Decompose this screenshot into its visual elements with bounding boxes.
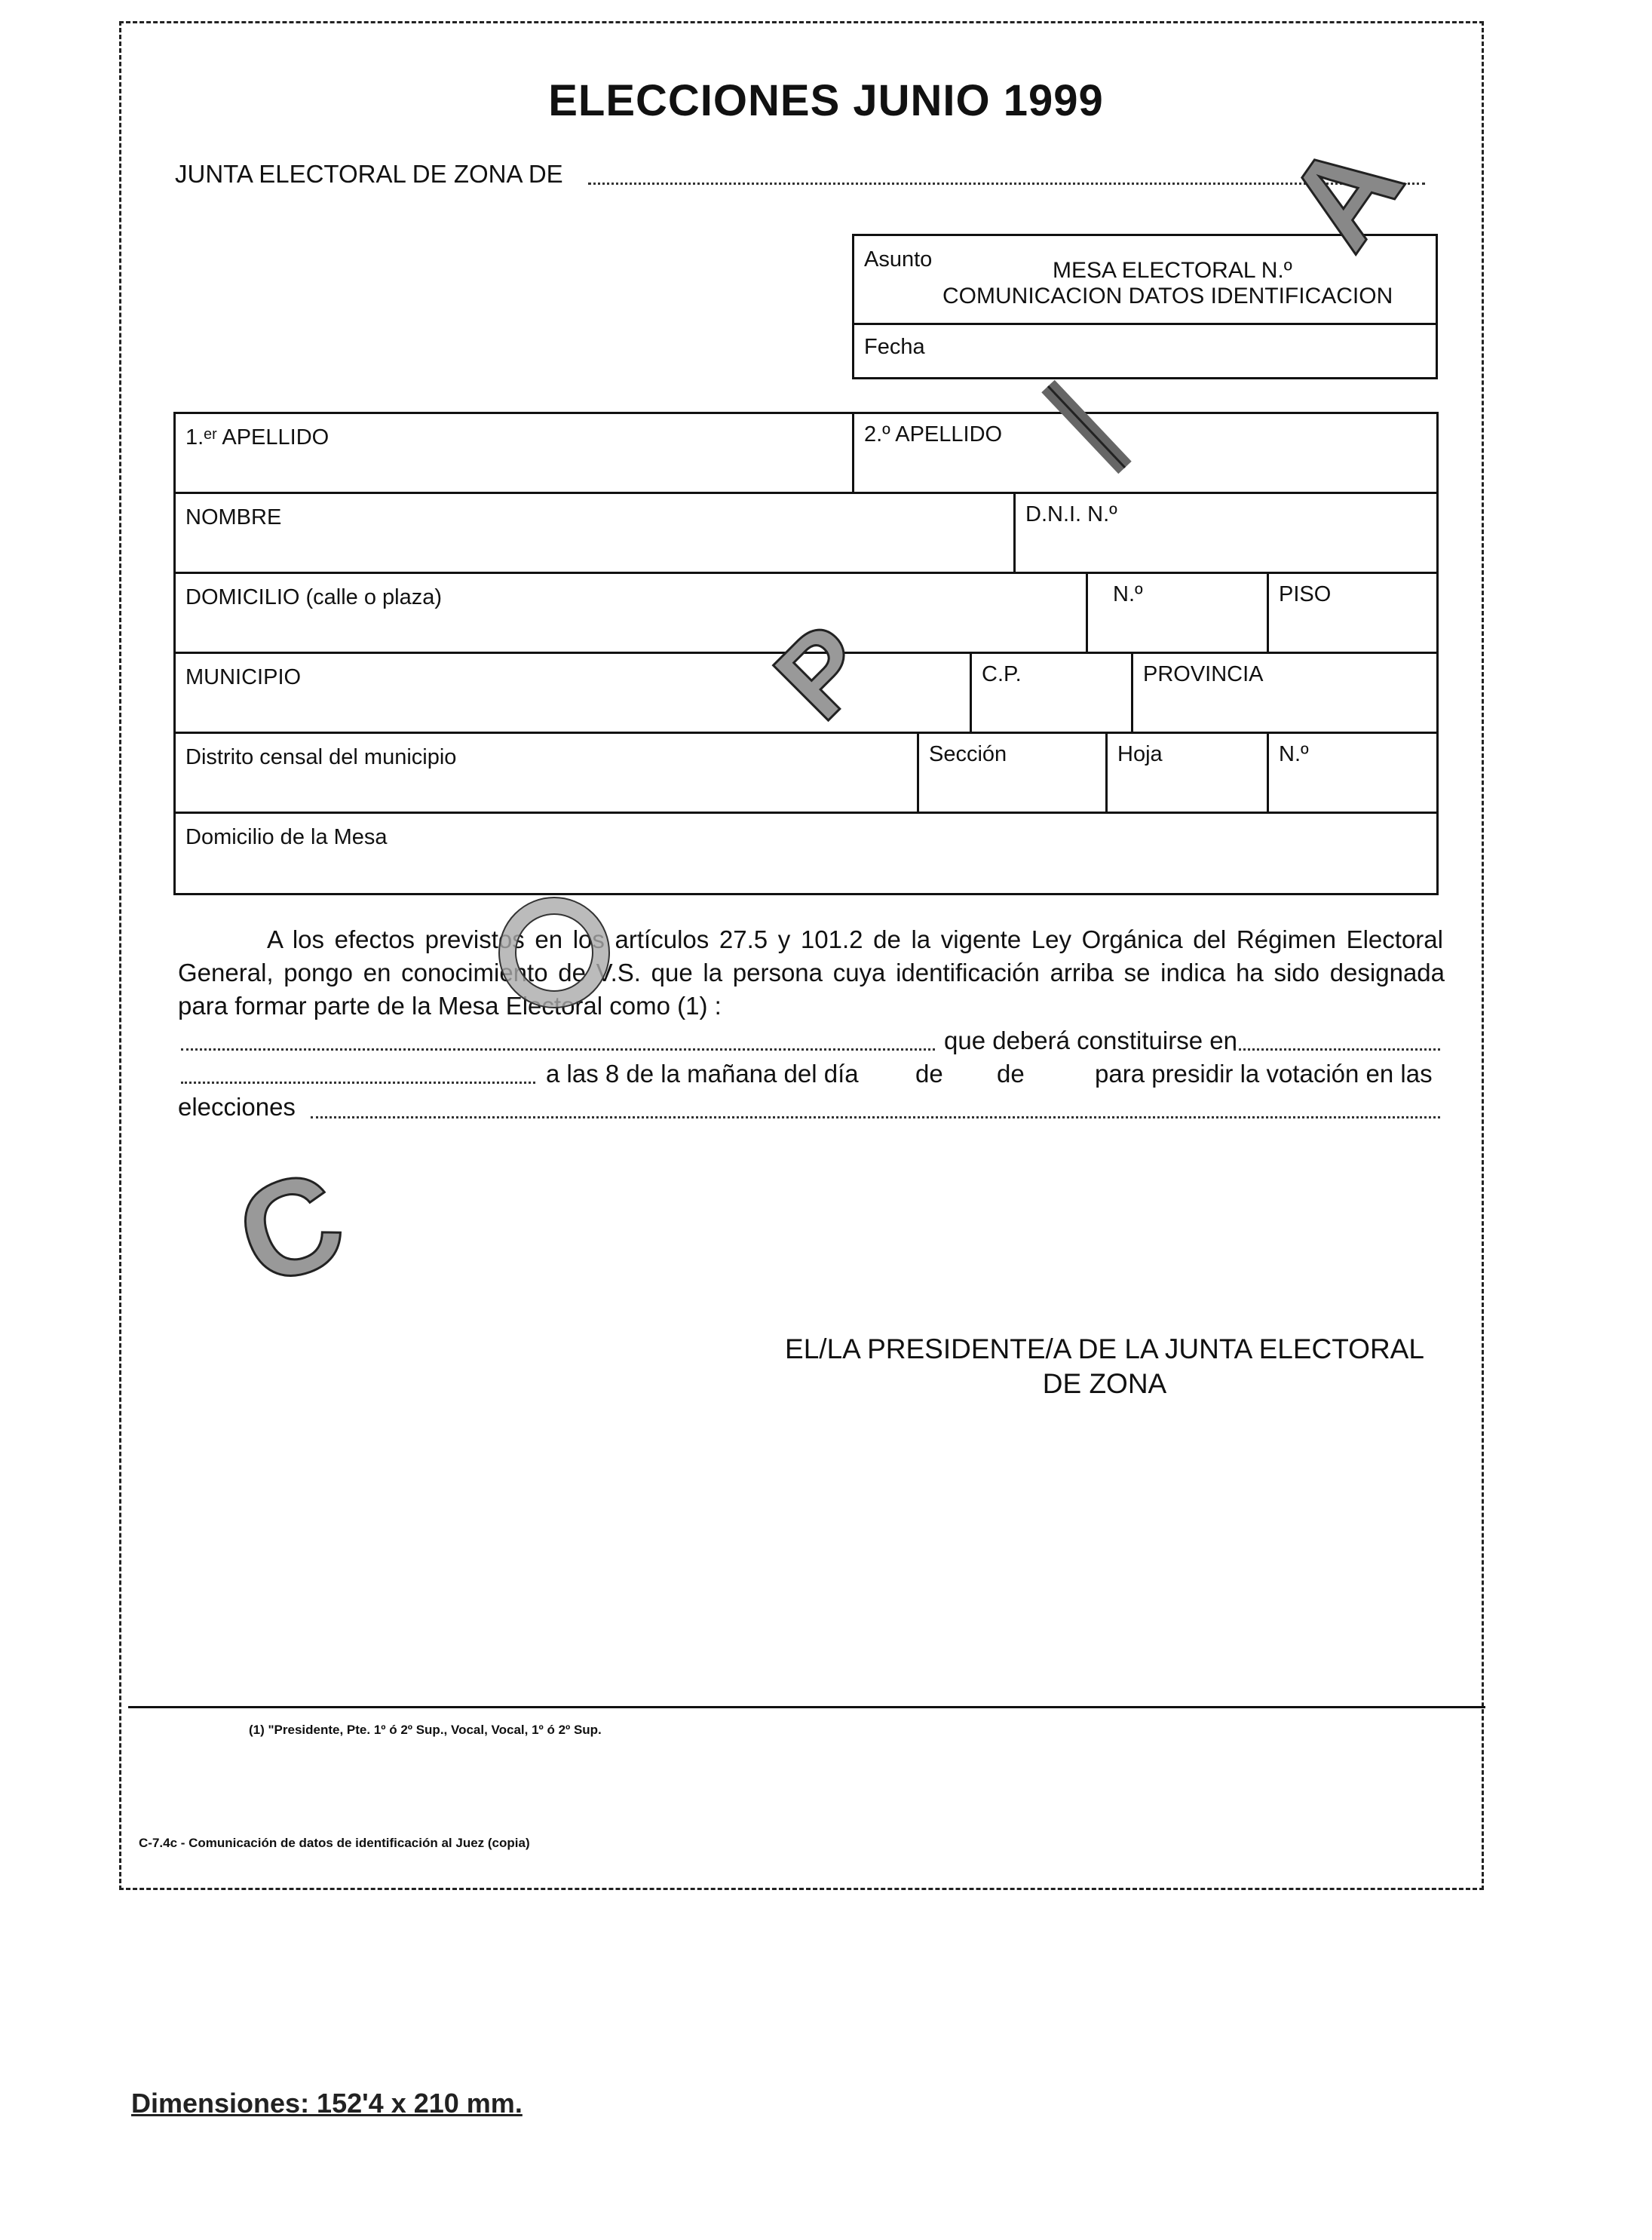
body-line-5-a: a las 8 de la mañana del día <box>546 1060 859 1088</box>
stamp-letter-c-icon <box>219 1140 363 1317</box>
body-line-4: que deberá constituirse en <box>944 1026 1237 1054</box>
col-divider-provincia <box>1131 652 1133 732</box>
dimensions-note: Dimensiones: 152'4 x 210 mm. <box>131 2088 523 2119</box>
field-apellido1[interactable]: 1.ᵉʳ APELLIDO <box>185 425 329 450</box>
col-divider-numero <box>1086 572 1088 652</box>
body-line-1: A los efectos previstos en los artículos 27.5 y 101.2 de la vigente Ley Orgánica del Régimen Electoral <box>267 925 1443 953</box>
fecha-field[interactable] <box>935 329 1425 373</box>
field-piso[interactable]: PISO <box>1279 582 1332 606</box>
col-divider-apellido <box>852 412 854 492</box>
asunto-label: Asunto <box>864 247 933 272</box>
footer-rule <box>128 1706 1485 1708</box>
body-line-5-b: de <box>915 1060 943 1088</box>
fecha-label: Fecha <box>864 335 925 359</box>
row-divider-5 <box>173 812 1439 814</box>
asunto-comunicacion: COMUNICACION DATOS IDENTIFICACION <box>942 284 1393 308</box>
footnote: (1) "Presidente, Pte. 1º ó 2º Sup., Vocal, Vocal, 1º ó 2º Sup. <box>249 1723 602 1737</box>
stamp-letter-a-icon <box>1259 115 1430 274</box>
junta-label: JUNTA ELECTORAL DE ZONA DE <box>175 160 563 188</box>
field-domicilio-mesa[interactable]: Domicilio de la Mesa <box>185 825 388 849</box>
col-divider-hoja <box>1105 732 1108 812</box>
body-line-6: elecciones <box>178 1093 296 1121</box>
row-divider-1 <box>173 492 1439 494</box>
field-apellido2[interactable]: 2.º APELLIDO <box>864 422 1003 446</box>
field-cp[interactable]: C.P. <box>982 662 1022 686</box>
asunto-mesa-electoral: MESA ELECTORAL N.º <box>1053 258 1292 283</box>
signature-line-1: EL/LA PRESIDENTE/A DE LA JUNTA ELECTORAL <box>785 1333 1424 1364</box>
signature-line-2: DE ZONA <box>1042 1368 1167 1399</box>
role-fill-line[interactable] <box>181 1048 935 1051</box>
svg-text:A: A <box>1259 115 1430 274</box>
place-fill-line-1[interactable] <box>1234 1048 1440 1051</box>
elecciones-fill-line[interactable] <box>311 1116 1440 1118</box>
field-seccion[interactable]: Sección <box>929 742 1007 766</box>
svg-text:P: P <box>750 600 893 743</box>
place-fill-line-2[interactable] <box>181 1082 535 1084</box>
body-line-2: General, pongo en conocimiento de V.S. que la persona cuya identificación arriba se indica ha sido designada <box>178 959 1445 987</box>
col-divider-seccion <box>917 732 919 812</box>
field-nombre[interactable]: NOMBRE <box>185 505 282 529</box>
row-divider-2 <box>173 572 1439 574</box>
body-line-3: para formar parte de la Mesa Electoral como (1) : <box>178 992 722 1020</box>
field-domicilio[interactable]: DOMICILIO (calle o plaza) <box>185 585 443 609</box>
stamp-letter-o-icon <box>490 888 618 1017</box>
page-title: ELECCIONES JUNIO 1999 <box>548 76 1104 125</box>
col-divider-piso <box>1267 572 1269 652</box>
field-numero-hoja[interactable]: N.º <box>1279 742 1309 766</box>
body-line-5-d: para presidir la votación en las <box>1095 1060 1433 1088</box>
field-municipio[interactable]: MUNICIPIO <box>185 665 302 689</box>
field-dni[interactable]: D.N.I. N.º <box>1025 502 1117 526</box>
field-distrito[interactable]: Distrito censal del municipio <box>185 745 457 769</box>
field-hoja[interactable]: Hoja <box>1117 742 1163 766</box>
field-provincia[interactable]: PROVINCIA <box>1143 662 1264 686</box>
svg-text:C: C <box>219 1140 363 1317</box>
form-code: C-7.4c - Comunicación de datos de identificación al Juez (copia) <box>139 1836 530 1850</box>
body-line-5-c: de <box>997 1060 1025 1088</box>
field-numero[interactable]: N.º <box>1113 582 1143 606</box>
stamp-letter-p-icon <box>750 600 893 743</box>
col-divider-cp <box>970 652 972 732</box>
col-divider-dni <box>1013 492 1016 572</box>
asunto-divider <box>852 323 1438 325</box>
stamp-letter-i-icon <box>1033 377 1139 483</box>
col-divider-numero2 <box>1267 732 1269 812</box>
